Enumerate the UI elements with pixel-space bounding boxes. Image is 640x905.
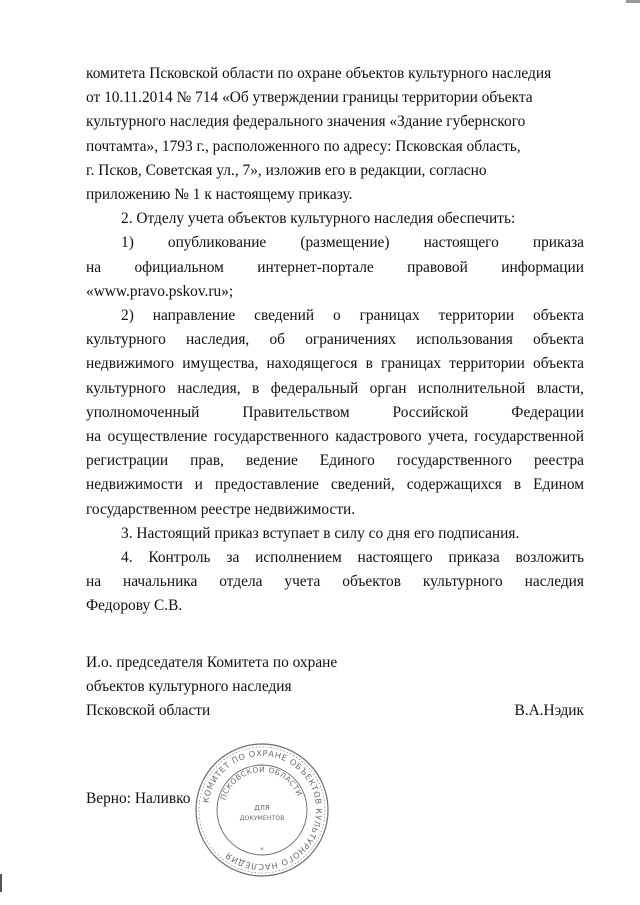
text-line: недвижимого имущества, находящегося в границах территории объекта <box>86 355 584 373</box>
text-line: недвижимости и предоставление сведений, содержащихся в Едином <box>86 476 584 494</box>
stamp-center-line-2: ДОКУМЕНТОВ <box>239 815 285 822</box>
signer-title-line: Псковской области <box>86 702 211 720</box>
text-line: 2) направление сведений о границах территории объекта <box>121 307 584 325</box>
text-line: регистрации прав, ведение Единого государственного реестра <box>86 452 584 470</box>
paragraph-subitem-1 <box>86 231 584 304</box>
text-line: Федорову С.В. <box>86 597 183 615</box>
paragraph-subitem-2 <box>86 304 584 522</box>
text-line: культурного наследия федерального значения «Здание губернского <box>86 113 526 131</box>
text-line: 2. Отделу учета объектов культурного наследия обеспечить: <box>121 210 516 228</box>
text-line: культурного наследия, в федеральный орган исполнительной власти, <box>86 379 584 397</box>
scan-edge-mark <box>0 874 2 892</box>
text-line: на официальном интернет-портале правовой информации <box>86 258 584 276</box>
official-stamp-icon <box>192 740 332 880</box>
verification-note: Верно: Наливко <box>86 790 191 807</box>
text-line: 3. Настоящий приказ вступает в силу со дня его подписания. <box>121 524 520 542</box>
stamp-star-icon: * <box>260 846 264 854</box>
paragraph-item-2 <box>86 207 584 231</box>
text-line: почтамта», 1793 г., расположенного по адресу: Псковская область, <box>86 137 521 155</box>
paragraph-item-3 <box>86 522 584 546</box>
text-line: на начальника отдела учета объектов культурного наследия <box>86 573 584 591</box>
paragraph-amendment <box>86 62 584 207</box>
text-line: 4. Контроль за исполнением настоящего приказа возложить <box>121 549 584 567</box>
stamp-inner-text <box>218 765 304 801</box>
text-line: от 10.11.2014 № 714 «Об утверждении границы территории объекта <box>86 89 533 107</box>
stamp-center-line-1: ДЛЯ <box>254 804 270 812</box>
text-line: 1) опубликование (размещение) настоящего приказа <box>121 234 584 252</box>
text-line: г. Псков, Советская ул., 7», изложив его в редакции, согласно <box>86 161 487 179</box>
text-line: государственном реестре недвижимости. <box>86 500 356 518</box>
text-line: «www.pravo.pskov.ru»; <box>86 282 234 300</box>
signature-block <box>86 651 584 724</box>
document-body <box>86 62 584 619</box>
signer-name: В.А.Нэдик <box>514 702 584 720</box>
signer-title-line: И.о. председателя Комитета по охране <box>86 654 338 671</box>
text-line: уполномоченный Правительством Российской Федерации <box>86 403 584 421</box>
stamp-outer-textpath: КОМИТЕТ ПО ОХРАНЕ ОБЪЕКТОВ КУЛЬТУРНОГО НАСЛЕДИЯ <box>200 747 325 873</box>
signer-title-line: объектов культурного наследия <box>86 678 292 696</box>
text-line: комитета Псковской области по охране объектов культурного наследия <box>86 65 552 82</box>
paragraph-item-4 <box>86 546 584 619</box>
text-line: на осуществление государственного кадастрового учета, государственной <box>86 428 584 446</box>
stamp-inner-textpath: ПСКОВСКОЙ ОБЛАСТИ <box>218 764 305 802</box>
text-line: приложению № 1 к настоящему приказу. <box>86 186 353 204</box>
text-line: культурного наследия, об ограничениях использования объекта <box>86 331 584 349</box>
scan-corner-mark <box>626 0 640 3</box>
